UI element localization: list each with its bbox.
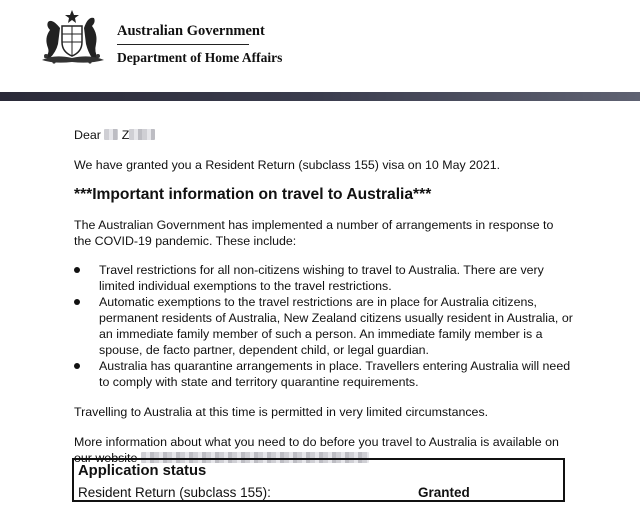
salutation-prefix: Dear [74,128,101,142]
travel-note: Travelling to Australia at this time is permitted in very limited circumstances. [74,405,489,419]
redacted-name [104,129,118,140]
government-title [117,22,282,66]
arrangements-list [74,262,574,390]
list-item: Travel restrictions for all non-citizens wishing to travel to Australia. There are very limited individual exemptions to the travel restrictions. [74,262,574,294]
coat-of-arms-icon [34,8,110,66]
grant-sentence: We have granted you a Resident Return (subclass 155) visa on 10 May 2021. [74,158,501,172]
important-heading: ***Important information on travel to Australia*** [74,186,432,203]
letter-body [74,127,574,466]
government-name: Australian Government [117,23,265,39]
redacted-name [129,129,155,140]
department-name: Department of Home Affairs [117,50,283,65]
application-status-box [72,458,565,502]
salutation-initial: Z [121,128,130,142]
list-item: Automatic exemptions to the travel restrictions are in place for Australia citizens, permanent residents of Australia, New Zealand citizens usually resident in Australia, or an immediate family member of such a person. An immediate family member is a spouse, de facto partner, dependent child, or legal guardian. [74,294,574,358]
status-value: Granted [418,485,470,500]
letterhead [0,0,640,92]
more-info-text: More information about what you need to do before you travel to Australia is available on our website [74,435,559,465]
intro-paragraph: The Australian Government has implemented a number of arrangements in response to the COVID-19 pandemic. These include: [74,218,554,248]
status-title: Application status [78,463,207,479]
title-divider [117,44,249,45]
salutation [74,127,574,143]
status-label: Resident Return (subclass 155): [78,485,271,500]
header-bar [0,92,640,101]
list-item: Australia has quarantine arrangements in place. Travellers entering Australia will need to comply with state and territory quarantine requirements. [74,358,574,390]
